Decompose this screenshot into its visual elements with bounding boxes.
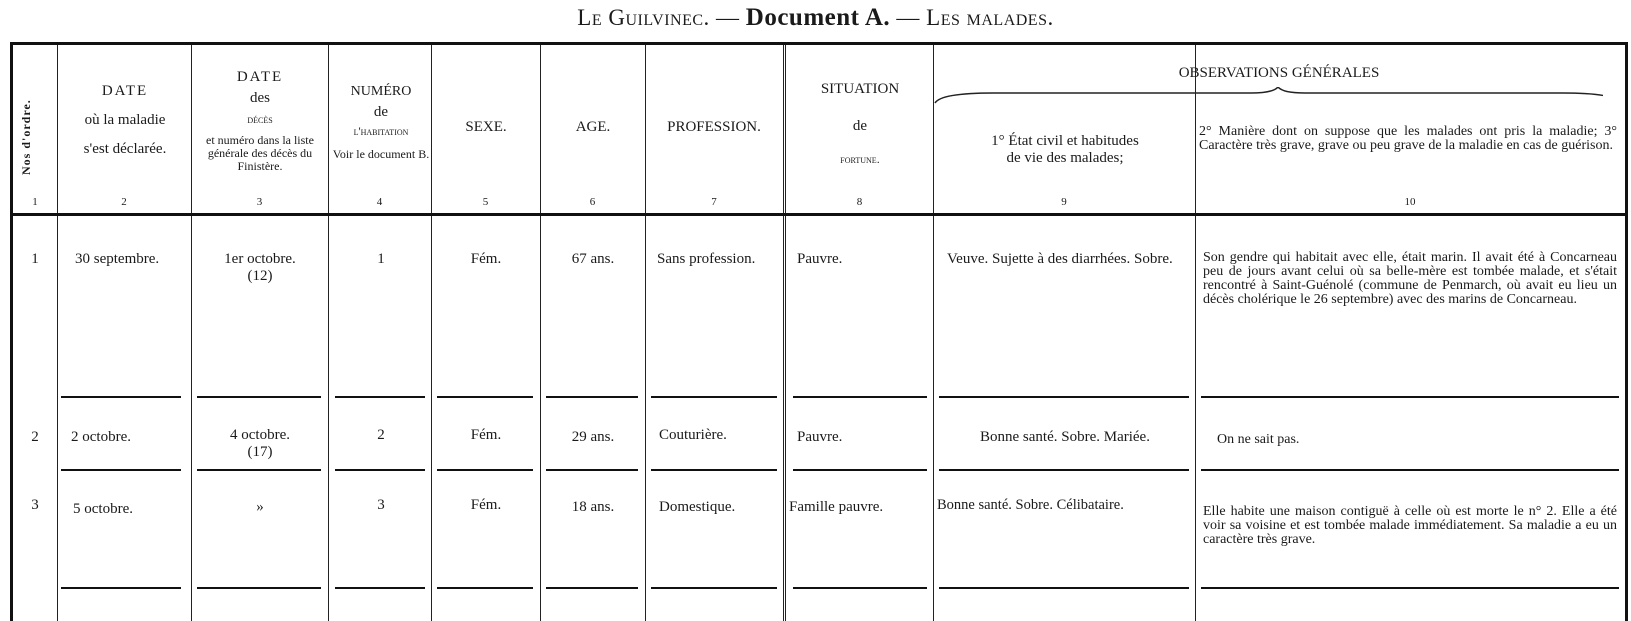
row3-fortune: Famille pauvre. [789,499,884,515]
row-rule [651,587,777,589]
column-divider [645,45,646,621]
column-divider [57,45,58,621]
observations-brace [933,87,1603,107]
row3-deces-date: » [256,499,264,515]
col9-header [937,133,1193,167]
row-rule [61,587,181,589]
row2-fortune: Pauvre. [797,429,843,445]
col9-header-line1: 1° État civil et habitudes [991,133,1139,149]
col2-header [61,83,189,158]
header-rule [13,213,1625,216]
col10-header: 2° Manière dont on suppose que les malades ont pris la maladie; 3° Caractère très grave, grave ou peu grave de la maladie en cas de guérison. [1199,124,1617,153]
row3-etat: Bonne santé. Sobre. Célibataire. [937,497,1124,513]
row-rule [1201,469,1619,471]
row-rule [335,469,425,471]
row1-deces [193,251,327,285]
row-rule [546,587,638,589]
row2-profession: Couturière. [659,427,727,443]
col-number: 5 [482,196,489,208]
col2-header-line3: s'est déclarée. [83,141,167,157]
row3-sexe: Fém. [470,497,502,513]
row2-date: 2 octobre. [71,429,131,445]
row-rule [793,469,927,471]
row1-deces-number: (12) [247,268,273,284]
row1-profession: Sans profession. [657,251,756,267]
col-number: 6 [589,196,596,208]
row2-etat: Bonne santé. Sobre. Mariée. [980,429,1150,445]
title-place: Le Guilvinec. — [577,5,746,30]
row3-habitation: 3 [377,497,385,513]
row1-observations: Son gendre qui habitait avec elle, était marin. Il avait été à Concarneau peu de jours avant celui où sa belle-mère est tombée malade, et s'était rencontré à Saint-Guénolé (commune de Penmarch, où avait eu lieu un décès cholérique le 26 septembre) avec des marins de Concarneau. [1203,250,1617,307]
col-number: 1 [32,196,38,208]
row-rule [1201,396,1619,398]
row2-deces-date: 4 octobre. [230,427,290,443]
col3-header-line3: décès [247,112,273,126]
row2-habitation: 2 [377,427,385,443]
col2-header-line1: DATE [101,83,149,99]
col3-header-line1: DATE [236,69,284,85]
row-rule [651,396,777,398]
row2-deces-number: (17) [247,444,273,460]
col8-header-line1: SITUATION [820,81,900,97]
col4-header-line3: l'habitation [353,124,409,138]
row1-etat: Veuve. Sujette à des diarrhées. Sobre. [947,251,1173,267]
col4-header-line2: de [373,104,389,120]
row-rule [1201,587,1619,589]
col-number: 7 [711,196,717,208]
row3-deces [193,499,327,516]
row-rule [197,396,321,398]
row-rule [437,469,533,471]
row-rule [793,396,927,398]
row-rule [793,587,927,589]
row-rule [546,469,638,471]
row1-age: 67 ans. [571,251,615,267]
row3-observations: Elle habite une maison contiguë à celle où est morte le n° 2. Elle a été voir sa voisine et est tombée malade immédiatement. Sa maladie a eu un caractère très grave. [1203,504,1617,547]
row-rule [197,469,321,471]
row2-number: 2 [31,429,39,445]
col3-header-line2: des [250,90,270,106]
col5-header: SEXE. [465,119,507,135]
row2-age: 29 ans. [571,429,615,445]
col-number: 2 [121,196,127,208]
title-subject: — Les malades. [890,5,1054,30]
row3-profession: Domestique. [659,499,736,515]
observations-header: OBSERVATIONS GÉNÉRALES [1178,65,1380,81]
row2-sexe: Fém. [470,427,502,443]
column-divider [191,45,192,621]
col9-header-line2: de vie des malades; [1006,150,1124,166]
col-number: 10 [1404,196,1416,208]
row-rule [939,469,1189,471]
row3-date: 5 octobre. [73,501,133,517]
col4-header-line1: NUMÉRO [350,84,412,99]
row-rule [939,587,1189,589]
title-document: Document A. [745,4,891,31]
col8-header [788,81,932,166]
row1-number: 1 [31,251,39,267]
row2-deces [193,427,327,461]
row-rule [939,396,1189,398]
col-number: 8 [856,196,863,208]
row1-fortune: Pauvre. [797,251,843,267]
col7-header: PROFESSION. [667,119,761,135]
col2-header-line2: où la maladie [84,112,166,128]
row-rule [437,587,533,589]
col4-header-line4: Voir le document B. [332,147,430,161]
row3-number: 3 [31,497,39,513]
row3-age: 18 ans. [571,499,615,515]
row1-sexe: Fém. [470,251,502,267]
column-divider [540,45,541,621]
page-title [0,4,1631,32]
column-divider [933,45,934,621]
col8-header-line2: de [852,118,868,134]
column-divider [431,45,432,621]
row1-deces-date: 1er octobre. [224,251,296,267]
row-rule [546,396,638,398]
table-frame [10,42,1628,621]
col8-header-line3: fortune. [840,152,880,166]
row-rule [437,396,533,398]
col-number: 3 [256,196,263,208]
col1-header: Nos d'ordre. [19,99,33,175]
row2-observations: On ne sait pas. [1217,432,1300,447]
column-divider [328,45,329,621]
col-number: 4 [376,196,383,208]
col6-header: AGE. [575,119,611,135]
row-rule [61,396,181,398]
col4-header [332,83,430,161]
row-rule [61,469,181,471]
column-divider [1195,45,1196,621]
row-rule [335,587,425,589]
col3-header [193,69,327,173]
col-number: 9 [1061,196,1067,208]
row1-habitation: 1 [377,251,385,267]
row-rule [335,396,425,398]
row-rule [197,587,321,589]
row1-date: 30 septembre. [75,251,160,267]
col3-header-line4: et numéro dans la liste générale des décès du Finistère. [206,133,314,173]
row-rule [651,469,777,471]
